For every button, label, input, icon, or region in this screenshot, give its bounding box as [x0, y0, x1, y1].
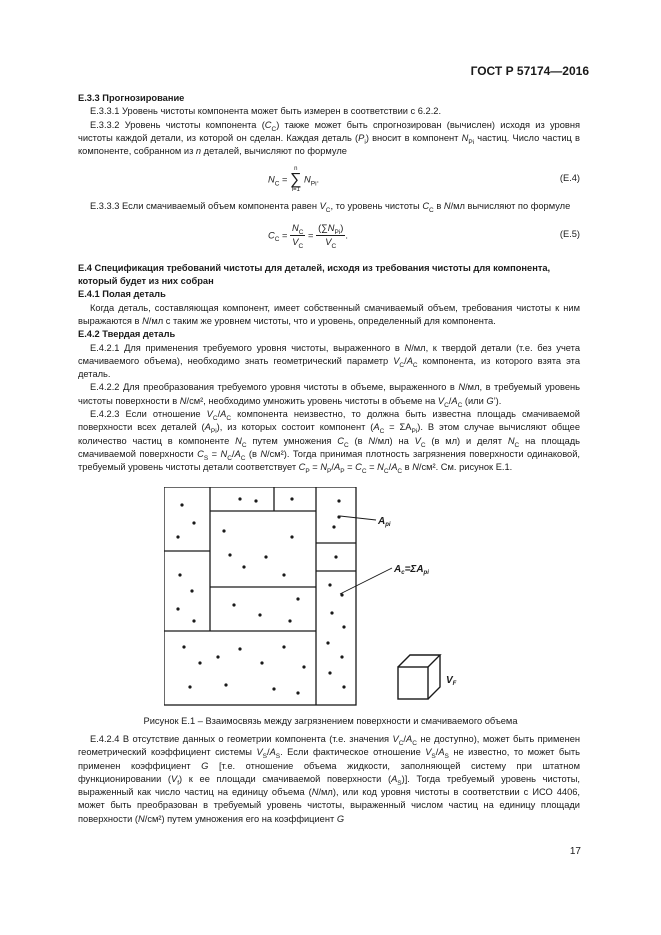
para-e331: Е.3.3.1 Уровень чистоты компонента может быть измерен в соответствии с 6.2.2.	[90, 106, 442, 117]
label-api: $A_{pi}$	[378, 516, 391, 528]
section-e42-title: Е.4.2 Твердая деталь	[78, 329, 176, 340]
section-e41-title: Е.4.1 Полая деталь	[78, 289, 166, 300]
label-ac: $A_c=\Sigma A_{pi}$	[394, 564, 429, 576]
para-e332: Е.3.3.2 Уровень чистоты компонента $(C_C)$ также может быть спрогнозирован (вычислен) исходя из уровня чистоты каждой детали, из которой он сделан. Каждая деталь $(P_i)$ вносит в компонент $N_{Pi}$ частиц. Число частиц в компоненте, собранном из n деталей, вычисляют по формуле	[78, 119, 580, 157]
para-e41: Когда деталь, составляющая компонент, имеет собственный смачиваемый объем, требования чистоты к ним выражаются в N/мл с таким же уровнем чистоты, что и уровень, определенный для компонента.	[78, 302, 580, 326]
page-number: 17	[569, 846, 581, 857]
label-vf: $V_F$	[446, 675, 457, 687]
para-e333: Е.3.3.3 Если смачиваемый объем компонента равен $V_C$, то уровень чистоты $C_C$ в N/мл вычисляют по формуле	[90, 201, 571, 215]
section-e33-title: Е.3.3 Прогнозирование	[78, 93, 185, 103]
formula-e4: $N_C$ = n ∑ i=1 $N_{Pi}$. (Е.4)	[268, 166, 580, 194]
volume-cube	[398, 655, 440, 699]
figure-e1	[164, 487, 464, 707]
formula-e5-number: (Е.5)	[559, 228, 580, 239]
para-e422: Е.4.2.2 Для преобразования требуемого уровня чистоты в объеме, выраженного в N/мл, в требуемый уровень чистоты поверхности в N/см², необходимо умножить уровень чистоты в объеме на $V_C/A_C$ (или G’).	[78, 382, 580, 409]
component-outline	[164, 487, 356, 705]
main-text	[78, 92, 580, 475]
formula-e4-number: (Е.4)	[559, 173, 580, 184]
particles	[176, 497, 345, 694]
para-e421: Е.4.2.1 Для применения требуемого уровня чистоты, выраженного в N/мл, к твердой детали (т.е. без учета смачиваемого объема), необходимо знать геометрический параметр $V_C/A_C$ компонента, из которого взята эта деталь.	[78, 342, 581, 380]
para-e423: Е.4.2.3 Если отношение $V_C/A_C$ компонента неизвестно, то должна быть известна площадь смачиваемой поверхности всех деталей $(A_{Pi})$, из которых состоит компонент $(A_C = \Sigma A_{Pi})$. В этом случае вычисляют общее количество частиц в компоненте $N_C$ путем умножения $C_C$ (в N/мл) на $V_C$ (в мл) и делят $N_C$ на площадь смачиваемой поверхности $C_S = N_C/A_C$ (в N/см²). Тогда принимая плотность загрязнения поверхности одинаковой, требуемый уровень чистоты детали соответствует $C_P = N_P/A_P = C_C = N_C/A_C$ в N/см². См. рисунок Е.1.	[78, 409, 581, 476]
figure-caption: Рисунок Е.1 – Взаимосвязь между загрязнением поверхности и смачиваемого объема	[143, 716, 518, 726]
document-code: ГОСТ Р 57174—2016	[470, 64, 589, 78]
formula-e5: $C_C$ = $\frac{N_C}{V_C}$ = $\frac{(\sum N_{Pi})}{V_C}$ . (Е.5)	[268, 222, 580, 250]
para-e424: Е.4.2.4 В отсутствие данных о геометрии компонента (т.е. значения $V_C/A_C$ не доступно), может быть применен геометрический коэффициент системы $V_S/A_S$. Если фактическое отношение $V_S/A_S$ не известно, то может быть применен коэффициент G [т.е. отношение объема жидкости, заполняющей систему при штатном функционировании $(V_f)$ к ее площади смачиваемой поверхности $(A_S)$]. Тогда требуемый уровень чистоты, выраженный как число частиц на единицу объема (N/мл), или код уровня чистоты в соответствии с ИСО 4406, может быть преобразован в требуемый уровень чистоты, выраженный числом частиц на единицу площади поверхности (N/см²) путем умножения его на коэффициент G	[78, 734, 581, 824]
section-e4-title: Е.4 Спецификация требований чистоты для деталей, исходя из требования чистоты для компонента, который будет из них собран	[78, 262, 551, 287]
